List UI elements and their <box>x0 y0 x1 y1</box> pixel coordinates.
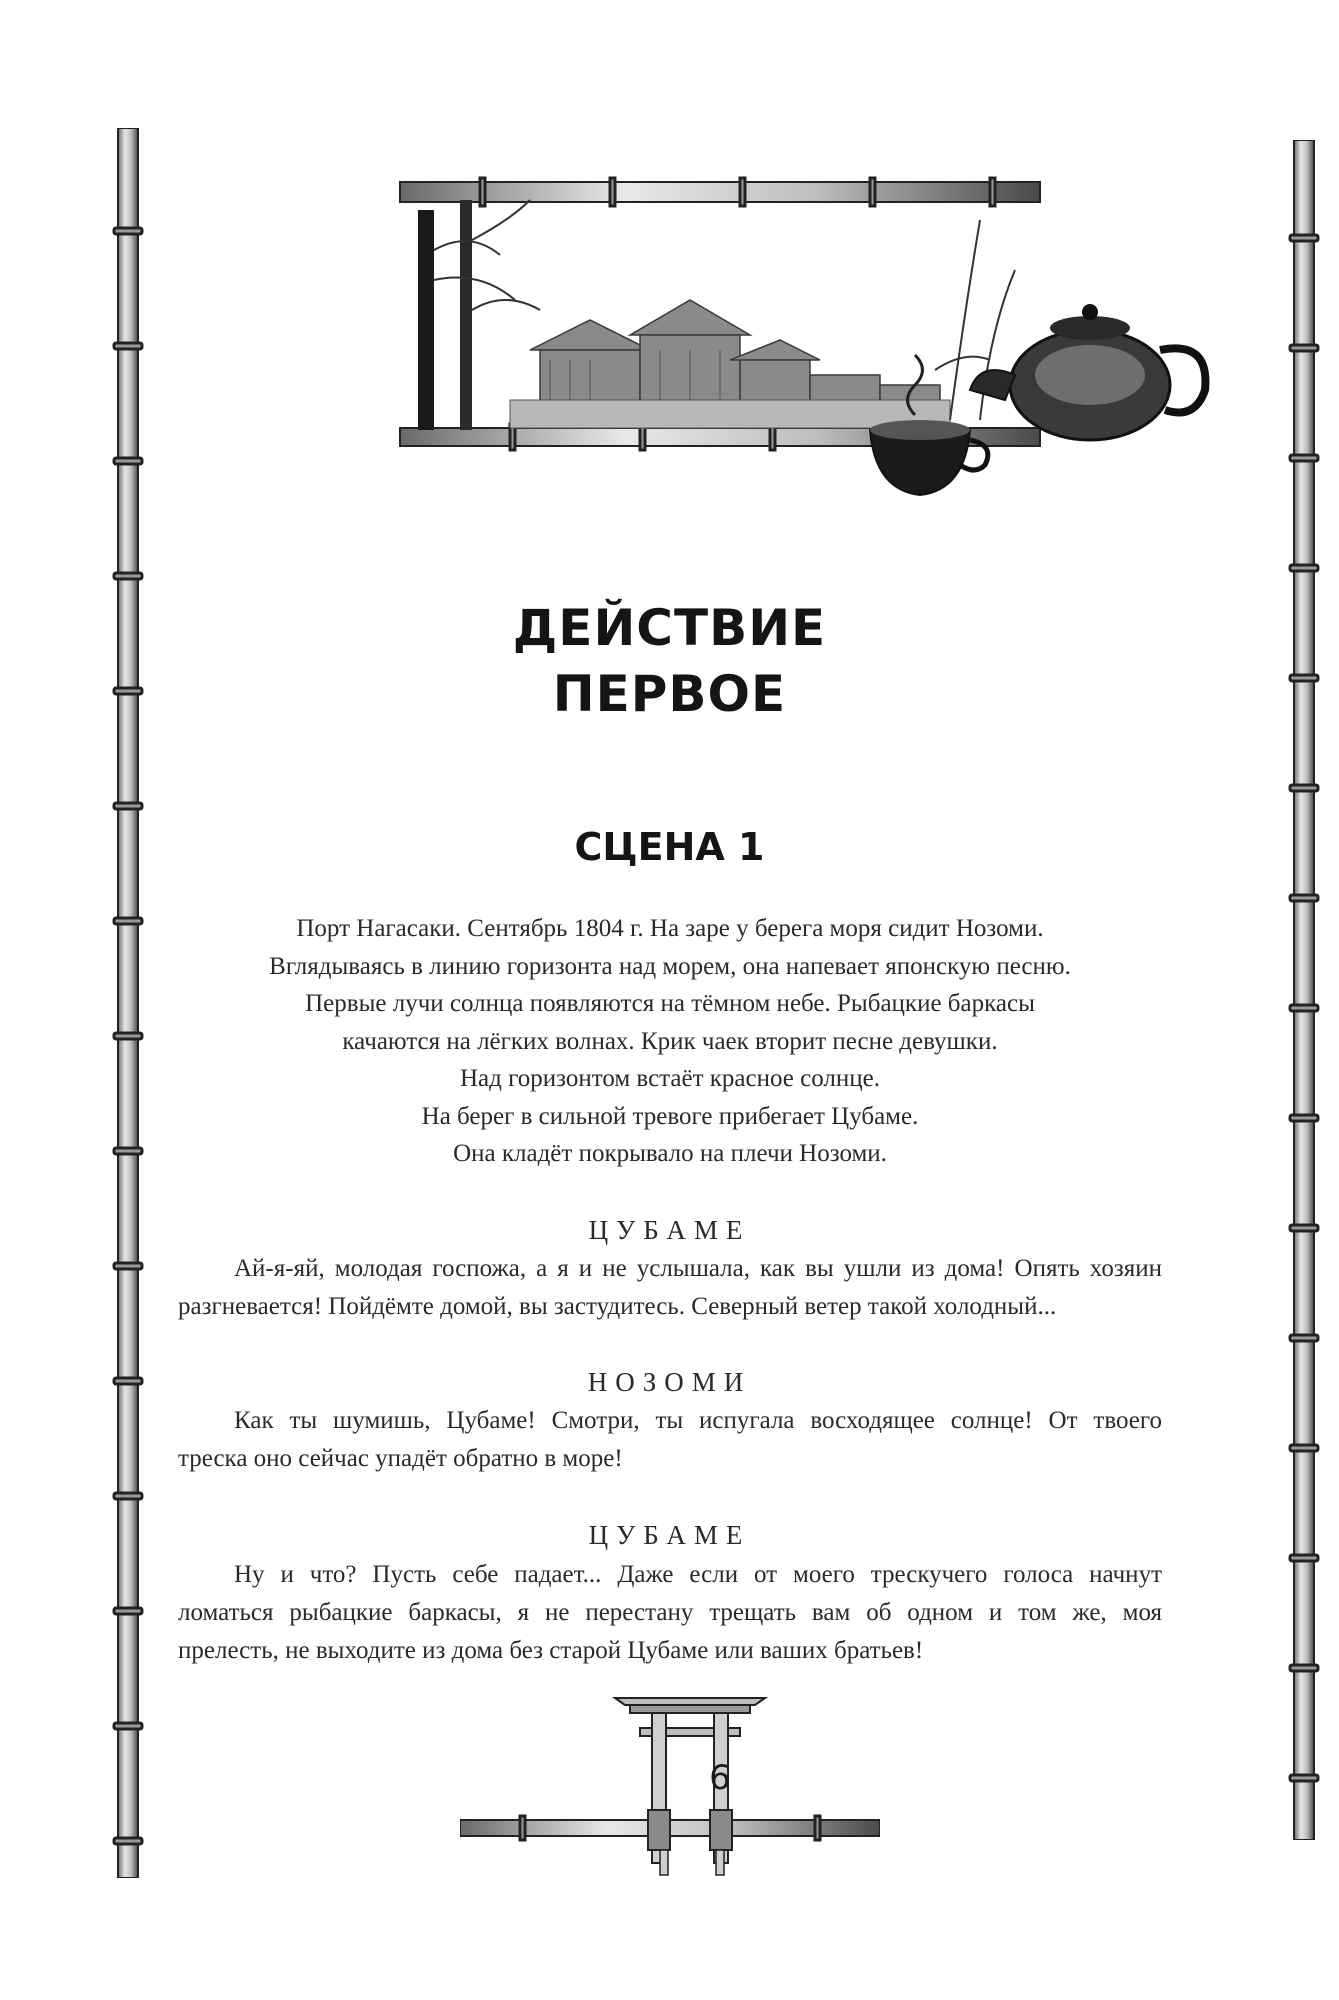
speech-line: ломаться рыбацкие баркасы, я не перестану трещать вам об одном и том же, моя <box>178 1599 1162 1626</box>
speech-text <box>178 1402 1162 1478</box>
stage-direction-line: Она кладёт покрывало на плечи Нозоми. <box>453 1140 887 1167</box>
scene-title: СЦЕНА 1 <box>574 825 765 869</box>
stage-direction-line: качаются на лёгких волнах. Крик чаек вторит песне девушки. <box>342 1027 998 1055</box>
page-number: 6 <box>709 1758 731 1798</box>
torii-gate-icon <box>460 1690 880 1880</box>
speech-text <box>178 1250 1162 1326</box>
speaker-name: ЦУБАМЕ <box>588 1215 751 1245</box>
chapter-title <box>0 595 1339 727</box>
speaker-name: НОЗОМИ <box>587 1367 752 1397</box>
speech-text <box>178 1556 1162 1670</box>
stage-direction-line: Вглядываясь в линию горизонта над морем, она напевает японскую песню. <box>269 952 1071 980</box>
stage-direction-line: На берег в сильной тревоге прибегает Цубаме. <box>421 1102 919 1130</box>
speech-line: Ну и что? Пусть себе падает... Даже если от моего трескучего голоса начнут <box>234 1561 1162 1588</box>
speaker-name: ЦУБАМЕ <box>588 1520 751 1550</box>
stage-direction <box>250 910 1090 1173</box>
stage-direction-line: Над горизонтом встаёт красное солнце. <box>460 1065 880 1092</box>
chapter-title-line1: ДЕЙСТВИЕ <box>512 599 827 657</box>
teapot-icon <box>970 304 1205 440</box>
speech-line: разгневается! Пойдёмте домой, вы застудитесь. Северный ветер такой холодный... <box>178 1293 1057 1320</box>
stage-direction-line: Первые лучи солнца появляются на тёмном небе. Рыбацкие баркасы <box>305 990 1035 1017</box>
header-illustration-icon <box>390 160 1220 500</box>
tea-cup-icon <box>870 355 988 495</box>
speech-line: Ай-я-яй, молодая госпожа, а я и не услышала, как вы ушли из дома! Опять хозяин <box>234 1255 1162 1282</box>
speech-line: треска оно сейчас упадёт обратно в море! <box>178 1445 623 1472</box>
speech-line: Как ты шумишь, Цубаме! Смотри, ты испугала восходящее солнце! От твоего <box>234 1407 1162 1434</box>
right-bamboo-border-icon <box>1288 140 1322 1840</box>
speech-line: прелесть, не выходите из дома без старой Цубаме или ваших братьев! <box>178 1637 924 1664</box>
left-bamboo-border-icon <box>112 128 146 1878</box>
stage-direction-line: Порт Нагасаки. Сентябрь 1804 г. На заре у берега моря сидит Нозоми. <box>296 915 1044 942</box>
chapter-title-line2: ПЕРВОЕ <box>552 665 787 723</box>
